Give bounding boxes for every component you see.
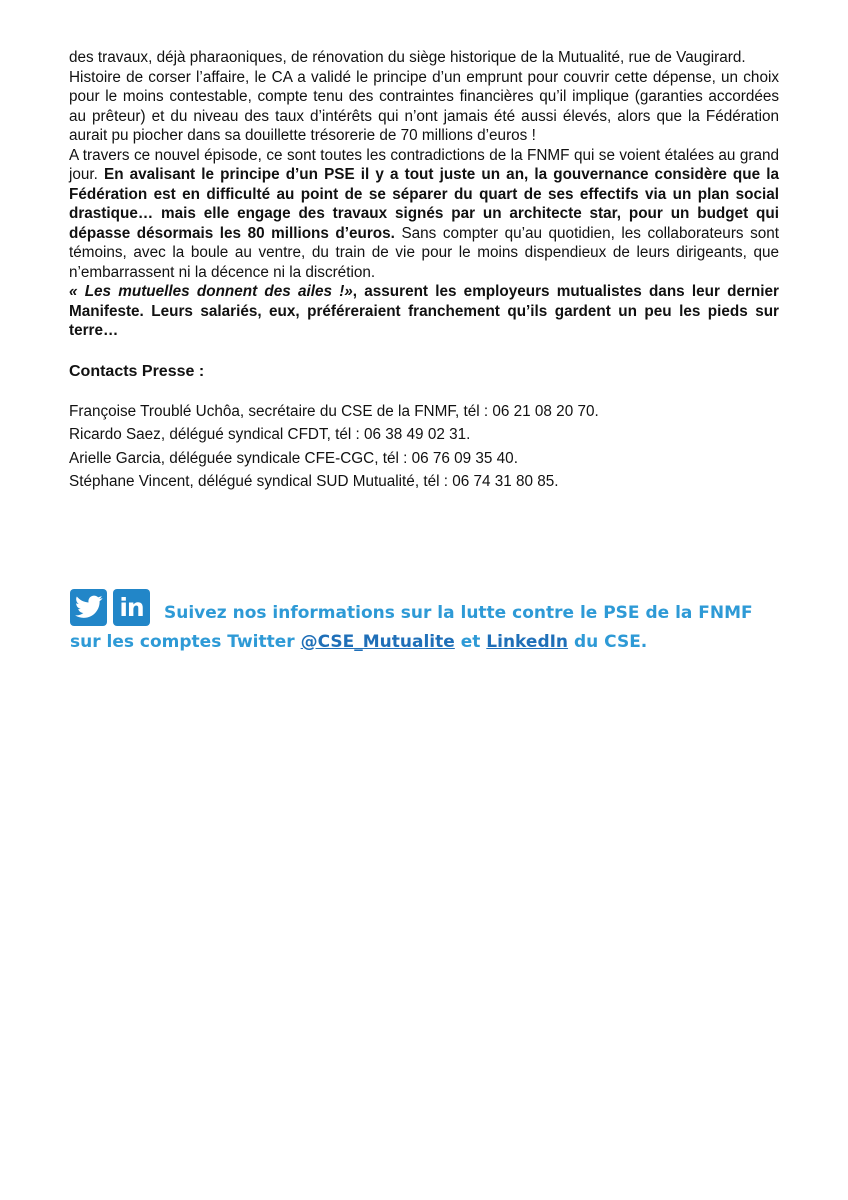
twitter-bird-icon[interactable] <box>70 589 107 626</box>
linkedin-icon[interactable] <box>113 589 150 626</box>
paragraph-3-intro: A travers ce nouvel épisode, ce sont toutes les contradictions de la FNMF qui se voient étalées au grand jour. <box>69 146 779 183</box>
linkedin-link[interactable]: LinkedIn <box>486 632 569 652</box>
paragraph-4 <box>69 282 779 341</box>
contact-item: Françoise Troublé Uchôa, secrétaire du CSE de la FNMF, tél : 06 21 08 20 70. <box>69 402 599 420</box>
paragraph-4-quote: « Les mutuelles donnent des ailes !» <box>69 283 353 300</box>
paragraph-3-bold: En avalisant le principe d’un PSE il y a tout juste un an, la gouvernance considère que la Fédération est en difficulté au point de se séparer du quart de ses effectifs via un plan social drastique… mais elle engage des travaux signés par un architecte star, pour un budget qui dépasse désormais les 80 millions d’euros. <box>69 166 779 242</box>
social-line-2-end: du CSE. <box>568 632 648 652</box>
contacts-list <box>69 400 779 494</box>
paragraph-1: des travaux, déjà pharaoniques, de rénovation du siège historique de la Mutualité, rue de Vaugirard. <box>69 49 746 66</box>
contact-item: Ricardo Saez, délégué syndical CFDT, tél : 06 38 49 02 31. <box>69 426 471 443</box>
contact-item: Arielle Garcia, déléguée syndicale CFE-CGC, tél : 06 76 09 35 40. <box>69 449 518 467</box>
social-line-2-start: sur les comptes Twitter <box>70 632 301 652</box>
linkedin-icon-text: in <box>119 592 144 622</box>
twitter-handle-link[interactable]: @CSE_Mutualite <box>300 632 455 652</box>
social-line-2 <box>70 632 770 652</box>
paragraph-3 <box>69 146 779 283</box>
paragraph-2: Histoire de corser l’affaire, le CA a validé le principe d’un emprunt pour couvrir cette dépense, un choix pour le moins contestable, compte tenu des contraintes financières qu’il implique (garanties accordées au prêteur) et du niveau des taux d’intérêts qui n’ont jamais été aussi élevés, alors que la Fédération aurait pu piocher dans sa douillette trésorerie de 70 millions d’euros ! <box>69 68 779 144</box>
social-section <box>70 587 770 652</box>
paragraph-3-end: Sans compter qu’au quotidien, les collaborateurs sont témoins, avec la boule au ventre, du train de vie pour le moins dispendieux de leurs dirigeants, que n’embarrassent ni la décence ni la discrétion. <box>69 224 779 281</box>
contact-item: Stéphane Vincent, délégué syndical SUD Mutualité, tél : 06 74 31 80 85. <box>69 473 559 490</box>
contacts-heading: Contacts Presse : <box>69 362 205 380</box>
social-line-2-mid: et <box>454 632 487 652</box>
social-line-1: Suivez nos informations sur la lutte contre le PSE de la FNMF <box>164 603 753 623</box>
document-page <box>69 48 779 494</box>
paragraph-4-rest: , assurent les employeurs mutualistes dans leur dernier Manifeste. Leurs salariés, eux, préféreraient franchement qu’ils gardent un peu les pieds sur terre… <box>69 283 779 339</box>
social-row <box>70 587 770 627</box>
